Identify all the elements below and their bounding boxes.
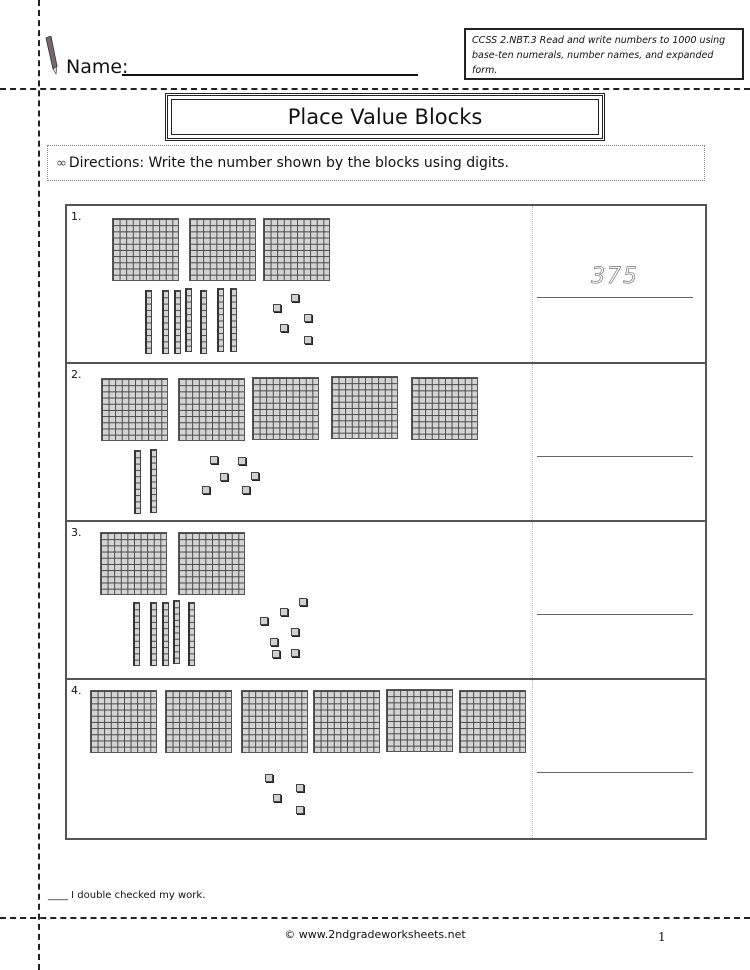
one-cube xyxy=(296,806,304,814)
one-cube xyxy=(265,774,273,782)
one-cube xyxy=(291,628,299,636)
answer-line-4[interactable] xyxy=(537,772,693,773)
column-separator xyxy=(532,680,533,838)
double-check-line[interactable]: ____ I double checked my work. xyxy=(48,890,206,901)
hundred-block xyxy=(411,377,478,440)
hundred-block xyxy=(90,690,157,753)
one-cube xyxy=(273,794,281,802)
problem-row-3 xyxy=(67,522,705,680)
ten-rod xyxy=(134,450,141,514)
glasses-icon: ∞ xyxy=(56,155,67,171)
hundred-block xyxy=(112,218,179,281)
cut-guide-bottom xyxy=(0,917,750,919)
problem-number: 2. xyxy=(71,368,82,381)
page-number: 1 xyxy=(658,930,666,944)
one-cube xyxy=(273,304,281,312)
problem-row-2 xyxy=(67,364,705,522)
problem-number: 4. xyxy=(71,684,82,697)
column-separator xyxy=(532,206,533,362)
hundred-block xyxy=(241,690,308,753)
column-separator xyxy=(532,364,533,520)
hundred-block xyxy=(189,218,256,281)
one-cube xyxy=(280,608,288,616)
ten-rod xyxy=(150,602,157,666)
one-cube xyxy=(238,457,246,465)
ten-rod xyxy=(217,288,224,352)
ten-rod xyxy=(200,290,207,354)
hundred-block xyxy=(386,689,453,752)
name-label: Name: xyxy=(66,56,129,78)
one-cube xyxy=(299,598,307,606)
directions-text: Directions: Write the number shown by the blocks using digits. xyxy=(68,155,509,171)
ten-rod xyxy=(150,449,157,513)
ten-rod xyxy=(162,602,169,666)
hundred-block xyxy=(101,378,168,441)
answer-trace: 375 xyxy=(591,264,639,289)
one-cube xyxy=(291,294,299,302)
hundred-block xyxy=(263,218,330,281)
name-field[interactable] xyxy=(122,74,418,76)
cut-guide-left xyxy=(38,0,40,970)
ten-rod xyxy=(230,288,237,352)
one-cube xyxy=(272,650,280,658)
column-separator xyxy=(532,522,533,678)
answer-line-2[interactable] xyxy=(537,456,693,457)
hundred-block xyxy=(459,690,526,753)
one-cube xyxy=(242,486,250,494)
page-title: Place Value Blocks xyxy=(287,105,483,129)
one-cube xyxy=(210,456,218,464)
title-box xyxy=(165,93,605,141)
ten-rod xyxy=(145,290,152,354)
one-cube xyxy=(270,638,278,646)
problem-row-1 xyxy=(67,206,705,364)
directions-box xyxy=(47,145,705,181)
copyright: © www.2ndgradeworksheets.net xyxy=(284,928,466,941)
hundred-block xyxy=(165,690,232,753)
one-cube xyxy=(220,473,228,481)
hundred-block xyxy=(178,532,245,595)
one-cube xyxy=(280,324,288,332)
one-cube xyxy=(304,314,312,322)
one-cube xyxy=(296,784,304,792)
one-cube xyxy=(260,617,268,625)
hundred-block xyxy=(178,378,245,441)
problem-row-4 xyxy=(67,680,705,838)
hundred-block xyxy=(313,690,380,753)
one-cube xyxy=(202,486,210,494)
pencil-icon xyxy=(44,36,58,76)
ten-rod xyxy=(133,602,140,666)
ten-rod xyxy=(174,290,181,354)
problem-number: 1. xyxy=(71,210,82,223)
problem-number: 3. xyxy=(71,526,82,539)
hundred-block xyxy=(252,377,319,440)
one-cube xyxy=(291,649,299,657)
cut-guide-top xyxy=(0,88,750,90)
hundred-block xyxy=(331,376,398,439)
one-cube xyxy=(251,472,259,480)
ten-rod xyxy=(173,600,180,664)
ten-rod xyxy=(185,288,192,352)
ten-rod xyxy=(188,602,195,666)
hundred-block xyxy=(100,532,167,595)
answer-line-3[interactable] xyxy=(537,614,693,615)
one-cube xyxy=(304,336,312,344)
standard-box: CCSS 2.NBT.3 Read and write numbers to 1000 using base-ten numerals, number names, and expanded form. xyxy=(464,28,744,80)
answer-line-1[interactable] xyxy=(537,297,693,298)
ten-rod xyxy=(162,290,169,354)
problems-table xyxy=(65,204,707,840)
